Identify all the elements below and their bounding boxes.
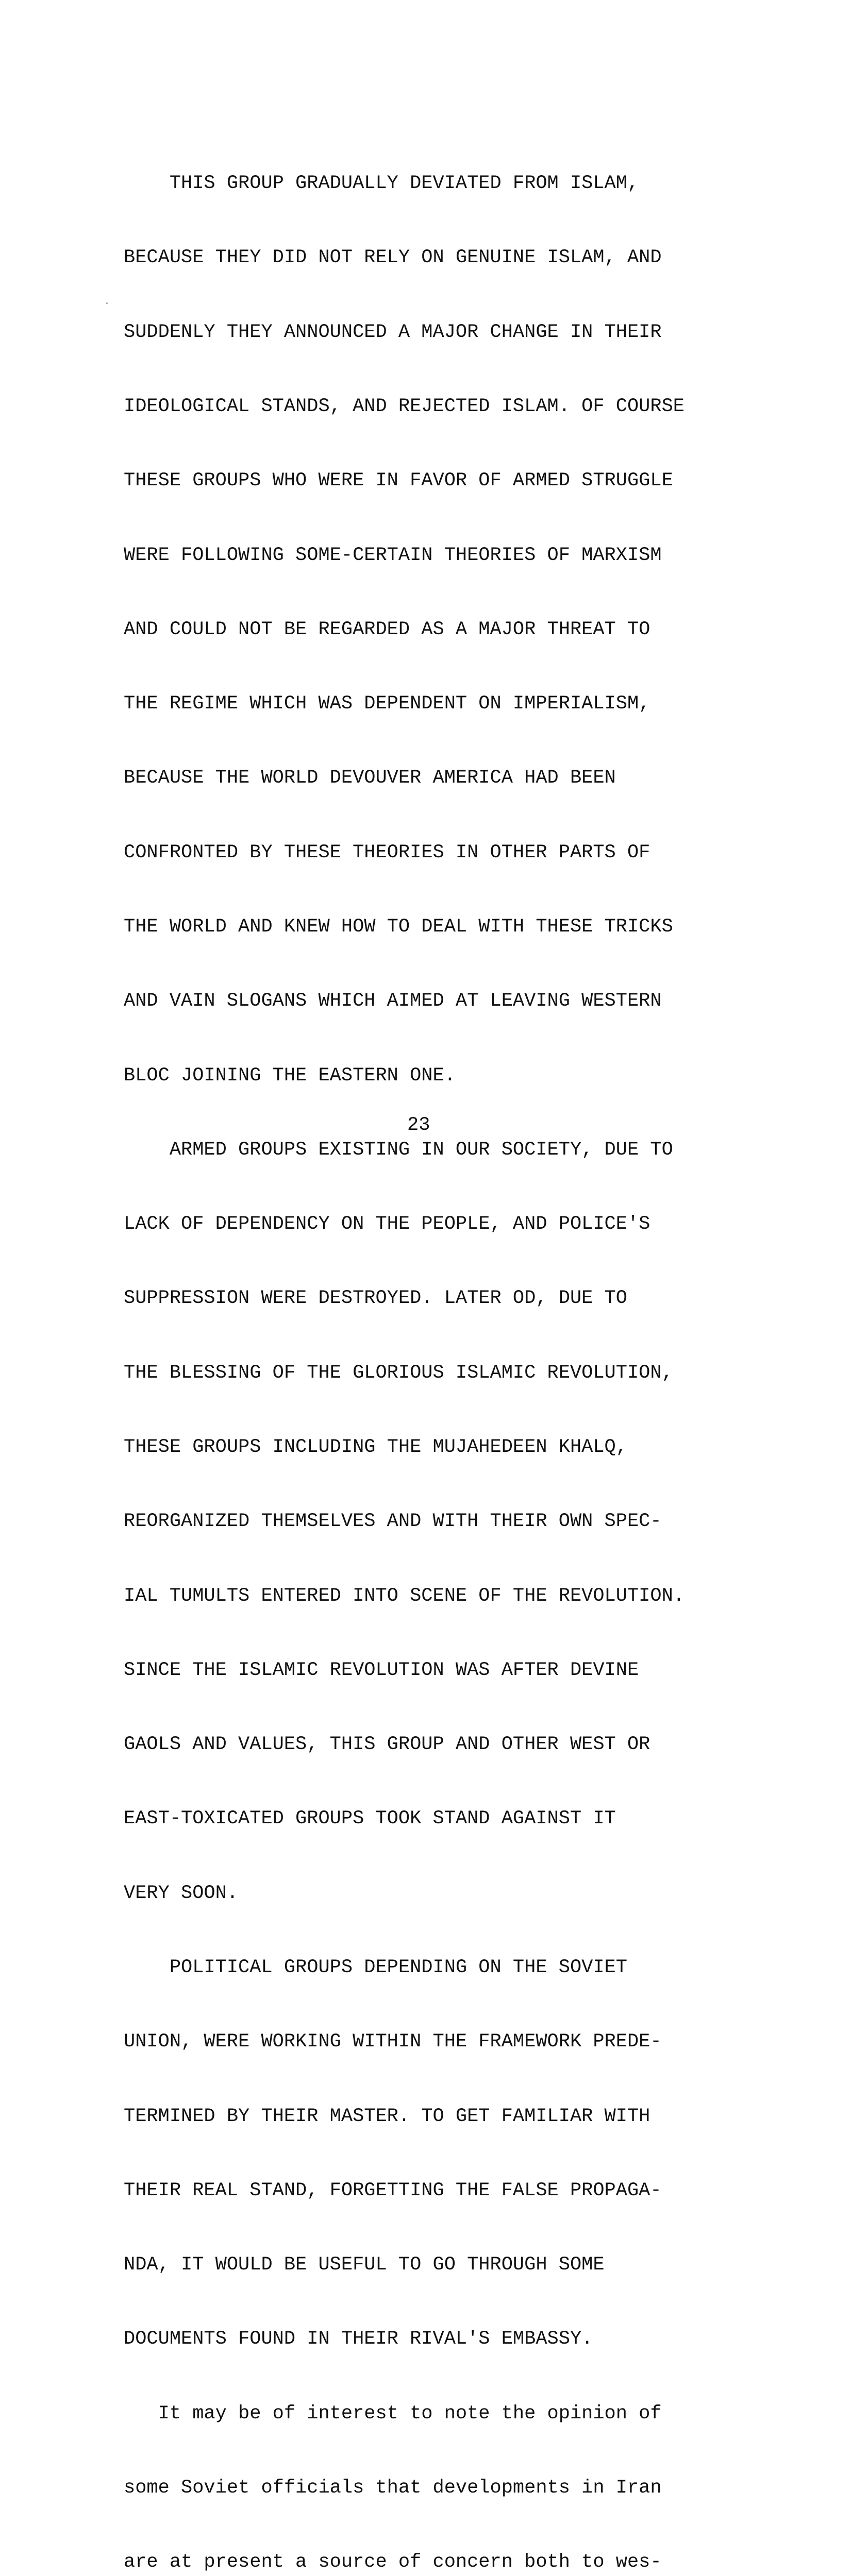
text-line: ARMED GROUPS EXISTING IN OUR SOCIETY, DUE TO	[124, 1139, 673, 1161]
text-line: WERE FOLLOWING SOME-CERTAIN THEORIES OF MARXISM	[124, 544, 662, 566]
text-line: IDEOLOGICAL STANDS, AND REJECTED ISLAM. OF COURSE	[124, 396, 685, 418]
text-line: THEIR REAL STAND, FORGETTING THE FALSE PROPAGA-	[124, 2179, 662, 2201]
text-line: It may be of interest to note the opinion of	[124, 2402, 662, 2425]
text-line: VERY SOON.	[124, 1882, 239, 1904]
page-number: 23	[407, 1114, 430, 1136]
text-line: THESE GROUPS INCLUDING THE MUJAHEDEEN KHALQ,	[124, 1436, 627, 1458]
text-line: SINCE THE ISLAMIC REVOLUTION WAS AFTER DEVINE	[124, 1659, 639, 1681]
text-line: DOCUMENTS FOUND IN THEIR RIVAL'S EMBASSY.	[124, 2328, 593, 2350]
text-line: THE BLESSING OF THE GLORIOUS ISLAMIC REVOLUTION,	[124, 1362, 673, 1384]
text-line: LACK OF DEPENDENCY ON THE PEOPLE, AND POLICE'S	[124, 1213, 650, 1235]
text-line: BECAUSE THE WORLD DEVOUVER AMERICA HAD BEEN	[124, 767, 616, 789]
text-line: THIS GROUP GRADUALLY DEVIATED FROM ISLAM,	[124, 173, 639, 195]
text-line: EAST-TOXICATED GROUPS TOOK STAND AGAINST IT	[124, 1808, 616, 1830]
text-line: BECAUSE THEY DID NOT RELY ON GENUINE ISLAM, AND	[124, 247, 662, 269]
text-line: some Soviet officials that developments in Iran	[124, 2477, 662, 2499]
text-line: are at present a source of concern both to wes-	[124, 2551, 662, 2573]
text-line: IAL TUMULTS ENTERED INTO SCENE OF THE REVOLUTION.	[124, 1585, 685, 1607]
text-line: SUPPRESSION WERE DESTROYED. LATER OD, DUE TO	[124, 1287, 627, 1310]
margin-mark	[106, 302, 108, 304]
text-line: REORGANIZED THEMSELVES AND WITH THEIR OWN SPEC-	[124, 1511, 662, 1533]
text-line: AND COULD NOT BE REGARDED AS A MAJOR THREAT TO	[124, 618, 650, 640]
text-line: THE REGIME WHICH WAS DEPENDENT ON IMPERIALISM,	[124, 693, 650, 715]
text-line: GAOLS AND VALUES, THIS GROUP AND OTHER WEST OR	[124, 1734, 650, 1756]
text-line: NDA, IT WOULD BE USEFUL TO GO THROUGH SOME	[124, 2254, 605, 2276]
text-line: AND VAIN SLOGANS WHICH AIMED AT LEAVING WESTERN	[124, 990, 662, 1012]
text-line: UNION, WERE WORKING WITHIN THE FRAMEWORK PREDE-	[124, 2031, 662, 2053]
text-line: SUDDENLY THEY ANNOUNCED A MAJOR CHANGE IN THEIR	[124, 321, 662, 343]
text-line: CONFRONTED BY THESE THEORIES IN OTHER PARTS OF	[124, 841, 650, 863]
text-line: THESE GROUPS WHO WERE IN FAVOR OF ARMED STRUGGLE	[124, 470, 673, 492]
text-line: THE WORLD AND KNEW HOW TO DEAL WITH THESE TRICKS	[124, 916, 673, 938]
body-text	[124, 122, 747, 2576]
text-line: POLITICAL GROUPS DEPENDING ON THE SOVIET	[124, 1956, 627, 1978]
text-line: TERMINED BY THEIR MASTER. TO GET FAMILIAR WITH	[124, 2105, 650, 2127]
text-line: BLOC JOINING THE EASTERN ONE.	[124, 1064, 456, 1087]
